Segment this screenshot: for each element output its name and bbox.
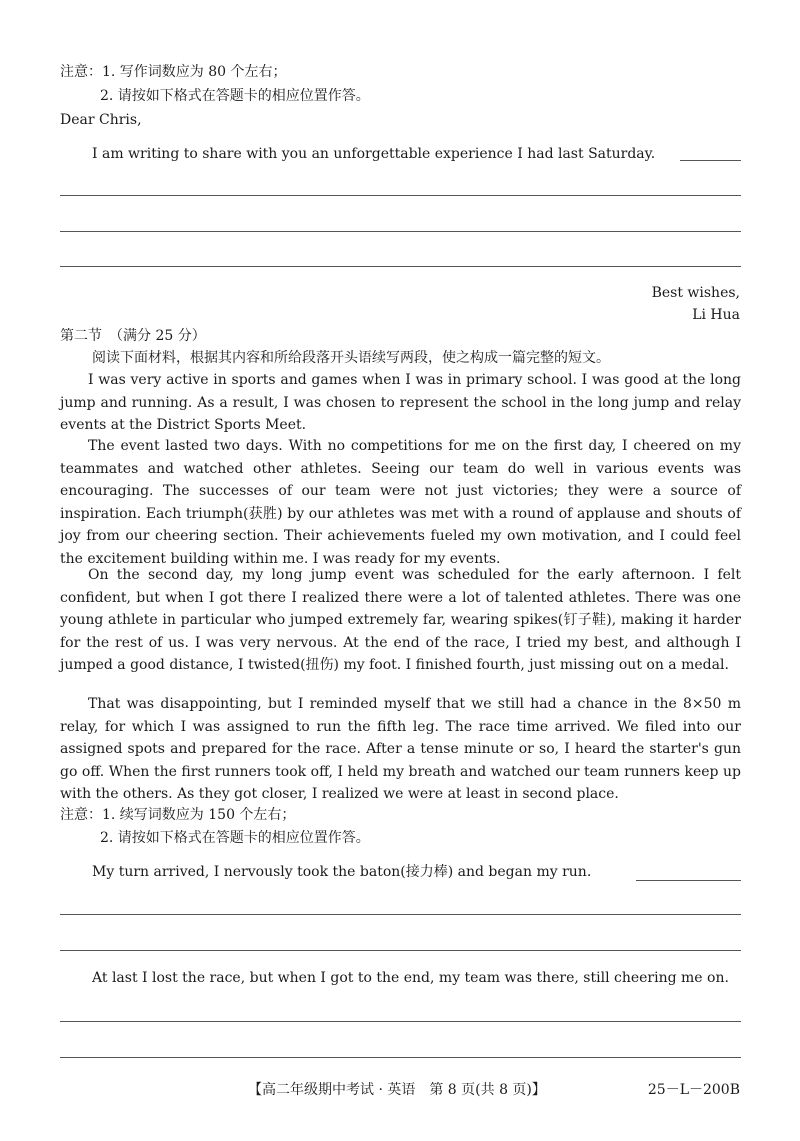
continuation-note-2: 2. 请按如下格式在答题卡的相应位置作答。 bbox=[100, 830, 370, 846]
story-paragraph: I was very active in sports and games when I was in primary school. I was good at the long jump and running. As a result, I was chosen to represent the school in the long jump and relay events at the District Sports Meet. bbox=[60, 372, 741, 433]
letter-closing: Best wishes, bbox=[651, 285, 740, 301]
answer-line bbox=[60, 231, 741, 232]
letter-signature: Li Hua bbox=[692, 307, 740, 323]
page-footer-code: 25－L－200B bbox=[647, 1082, 740, 1098]
continuation-prompt-1: My turn arrived, I nervously took the baton(接力棒) and began my run. bbox=[92, 864, 592, 880]
letter-opening: I am writing to share with you an unforgettable experience I had last Saturday. bbox=[92, 146, 656, 162]
answer-line bbox=[60, 1057, 741, 1058]
answer-line bbox=[60, 914, 741, 915]
story-paragraph: On the second day, my long jump event was scheduled for the early afternoon. I felt confident, but when I got there I realized there were a lot of talented athletes. There was one young athlete in particular who jumped extremely far, wearing spikes(钉子鞋), making it harder for the rest of us. I was very nervous. At the end of the race, I tried my best, and although I jumped a good distance, I twisted(扭伤) my foot. I finished fourth, just missing out on a medal. bbox=[60, 567, 741, 673]
section-heading: 第二节 （满分 25 分） bbox=[60, 328, 206, 344]
story-paragraph: The event lasted two days. With no competitions for me on the first day, I cheered on my teammates and watched other athletes. Seeing our team do well in various events was encouraging. The successes of our team were not just victories; they were a source of inspiration. Each triumph(获胜) by our athletes was met with a round of applause and shouts of joy from our cheering section. Their achievements fueled my own motivation, and I could feel the excitement building within me. I was ready for my events. bbox=[60, 438, 741, 567]
writing-note-2: 2. 请按如下格式在答题卡的相应位置作答。 bbox=[100, 88, 370, 104]
answer-line bbox=[680, 160, 741, 161]
letter-salutation: Dear Chris, bbox=[60, 112, 142, 128]
section-instruction: 阅读下面材料，根据其内容和所给段落开头语续写两段，使之构成一篇完整的短文。 bbox=[92, 350, 610, 366]
answer-line bbox=[60, 266, 741, 267]
writing-note-1: 注意：1. 写作词数应为 80 个左右； bbox=[60, 64, 287, 80]
answer-line bbox=[60, 195, 741, 196]
continuation-prompt-2: At last I lost the race, but when I got to the end, my team was there, still cheering me on. bbox=[92, 970, 729, 986]
answer-line bbox=[60, 950, 741, 951]
page-footer-title: 【高二年级期中考试 · 英语 第 8 页(共 8 页)】 bbox=[248, 1082, 546, 1098]
story-paragraph: That was disappointing, but I reminded myself that we still had a chance in the 8×50 m relay, for which I was assigned to run the fifth leg. The race time arrived. We filed into our assigned spots and prepared for the race. After a tense minute or so, I heard the starter's gun go off. When the first runners took off, I held my breath and watched our team runners keep up with the others. As they got closer, I realized we were at least in second place. bbox=[60, 696, 741, 802]
continuation-note-1: 注意：1. 续写词数应为 150 个左右； bbox=[60, 807, 296, 823]
answer-line bbox=[636, 880, 741, 881]
answer-line bbox=[60, 1021, 741, 1022]
